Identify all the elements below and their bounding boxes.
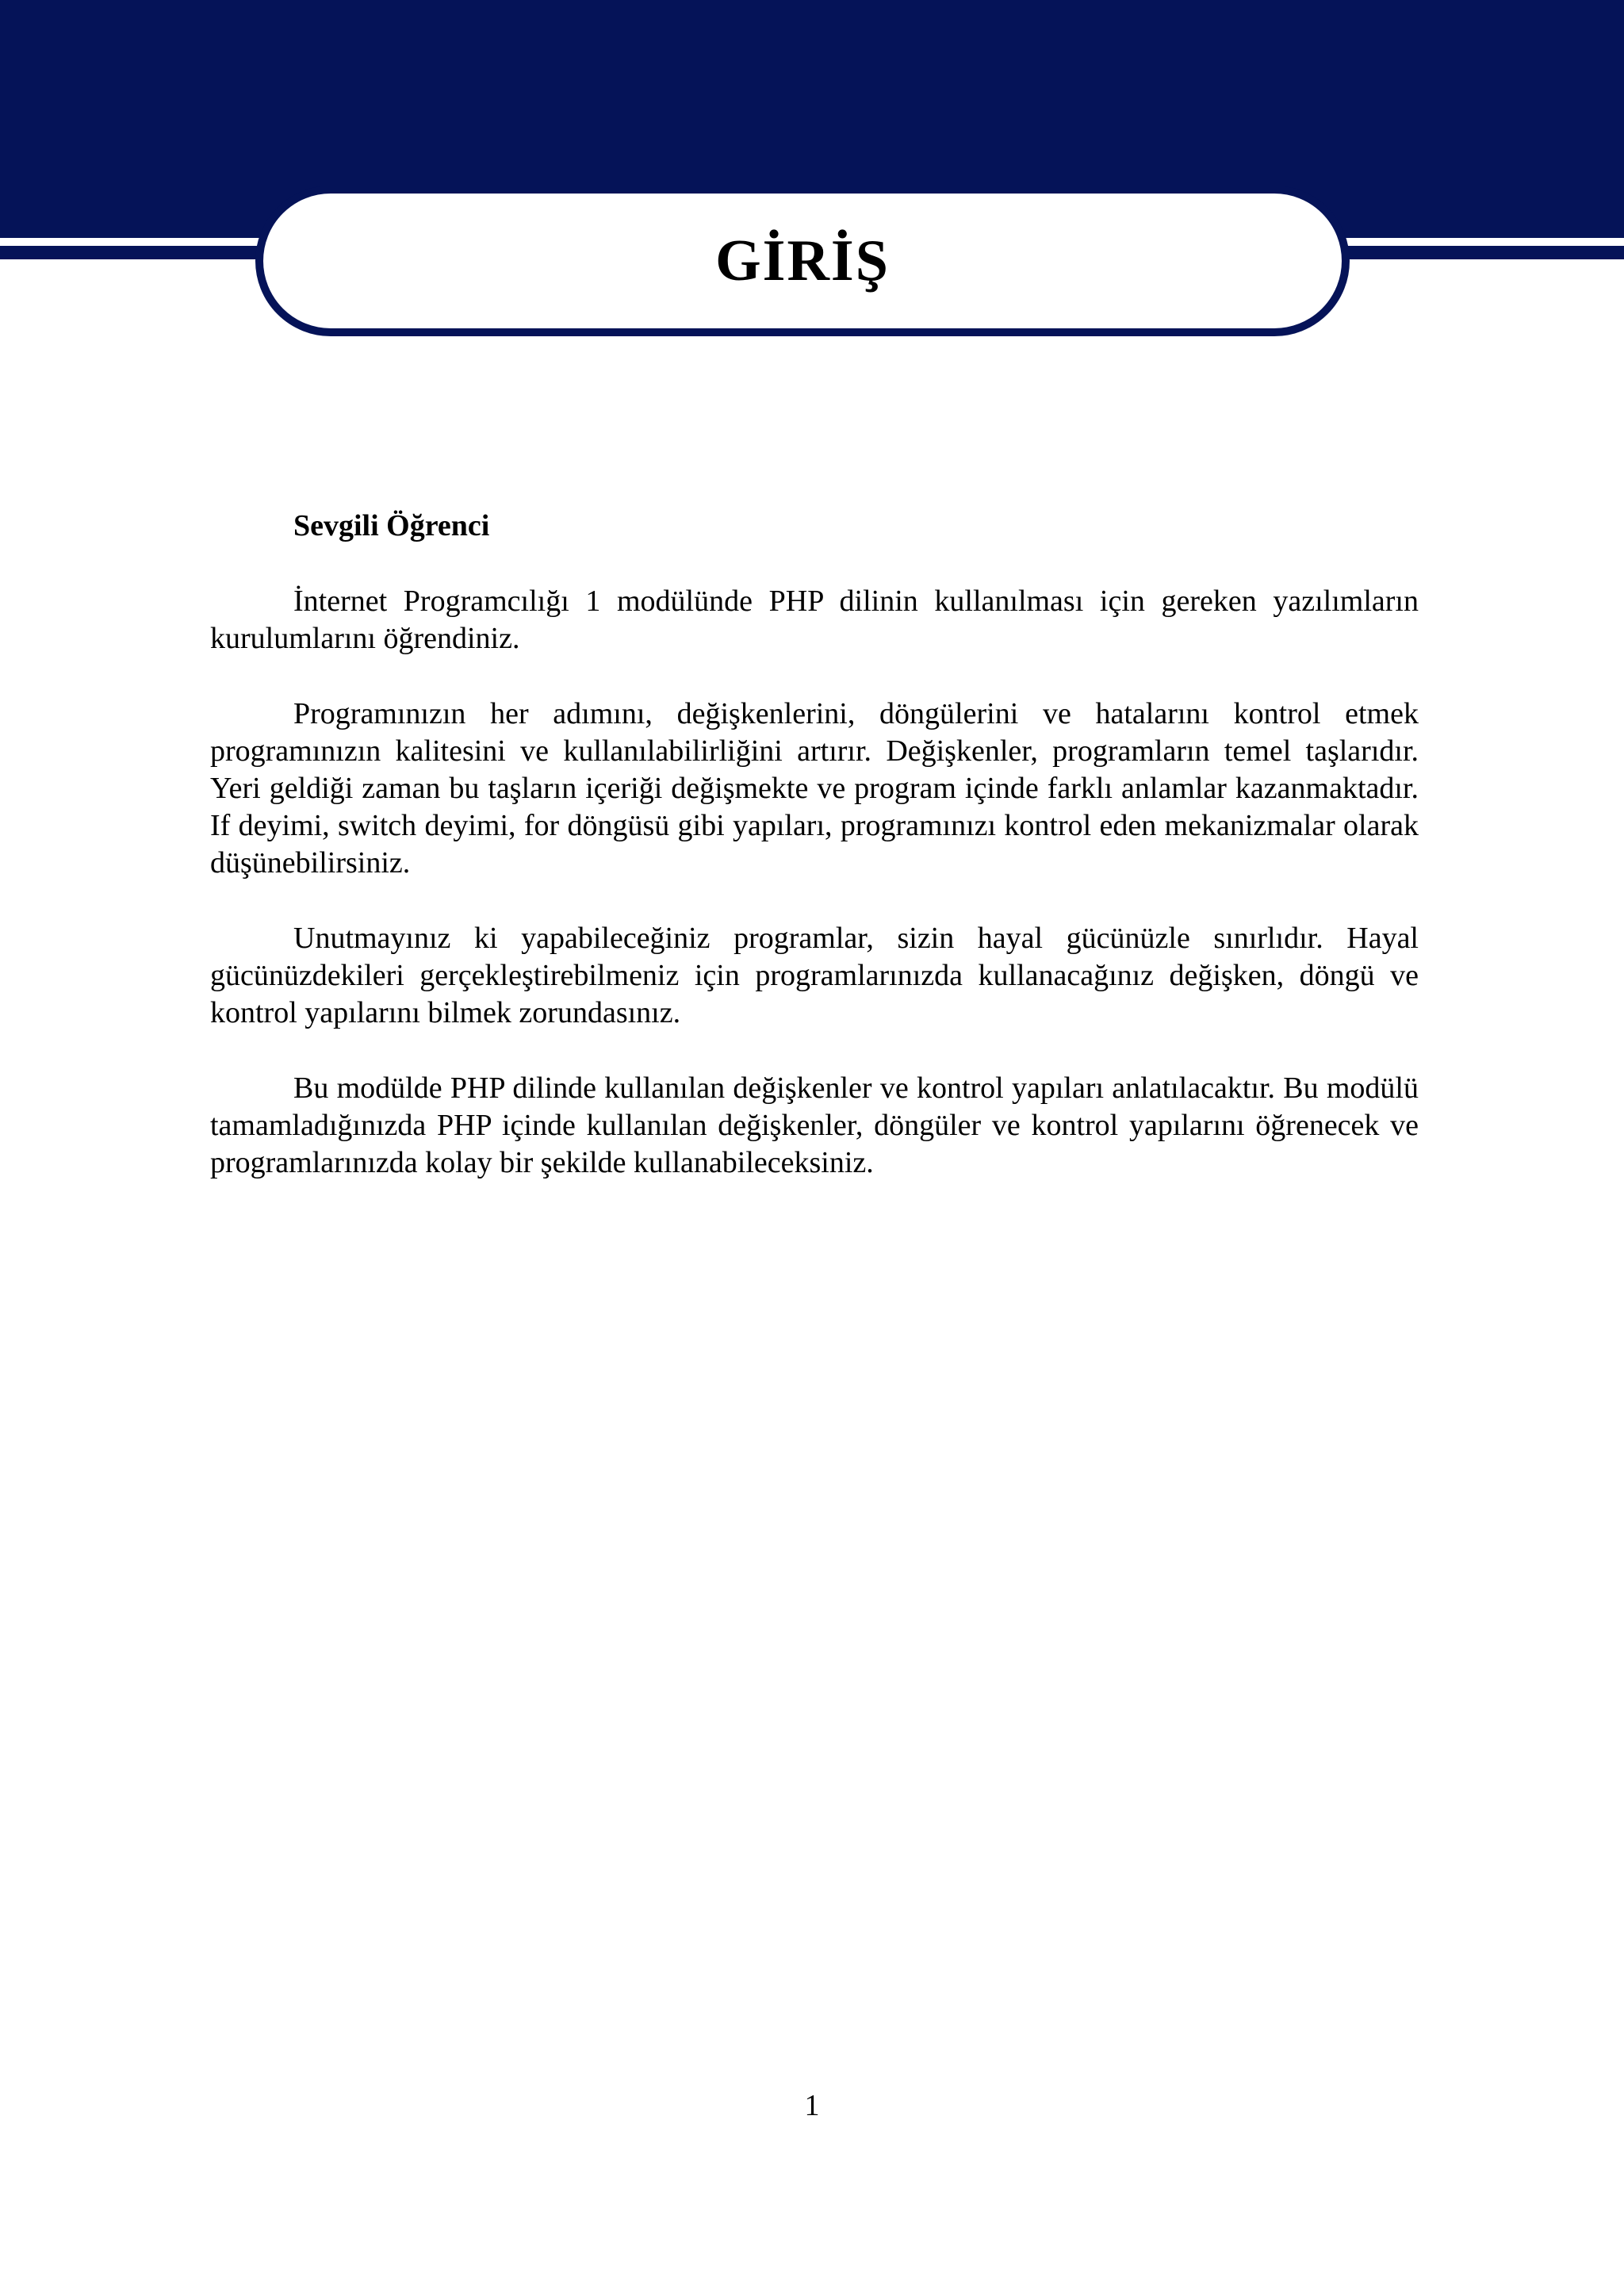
paragraph-2: Programınızın her adımını, değişkenlerini, döngülerini ve hatalarını kontrol etmek programınızın kalitesini ve kullanılabilirliğini artırır. Değişkenler, programların temel taşlarıdır. Yeri geldiği zaman bu taşların içeriği değişmekte ve program içinde farklı anlamlar kazanmaktadır. If deyimi, switch deyimi, for döngüsü gibi yapıları, programınızı kontrol eden mekanizmalar olarak düşünebilirsiniz. bbox=[210, 697, 1419, 880]
paragraph-4: Bu modülde PHP dilinde kullanılan değişkenler ve kontrol yapıları anlatılacaktır. Bu modülü tamamladığınızda PHP içinde kullanılan değişkenler, döngüler ve kontrol yapılarını öğrenecek ve programlarınızda kolay bir şekilde kullanabileceksiniz. bbox=[210, 1071, 1419, 1179]
title-banner bbox=[255, 186, 1350, 336]
page-title: GİRİŞ bbox=[715, 228, 890, 293]
greeting: Sevgili Öğrenci bbox=[293, 509, 490, 542]
paragraph-1: İnternet Programcılığı 1 modülünde PHP dilinin kullanılması için gereken yazılımların kurulumlarını öğrendiniz. bbox=[210, 584, 1419, 655]
page-number: 1 bbox=[804, 2089, 820, 2122]
paragraph-3: Unutmayınız ki yapabileceğiniz programlar, sizin hayal gücünüzle sınırlıdır. Hayal gücünüzdekileri gerçekleştirebilmeniz için programlarınızda kullanacağınız değişken, döngü ve kontrol yapılarını bilmek zorundasınız. bbox=[210, 922, 1419, 1029]
main-content bbox=[210, 508, 1419, 1220]
